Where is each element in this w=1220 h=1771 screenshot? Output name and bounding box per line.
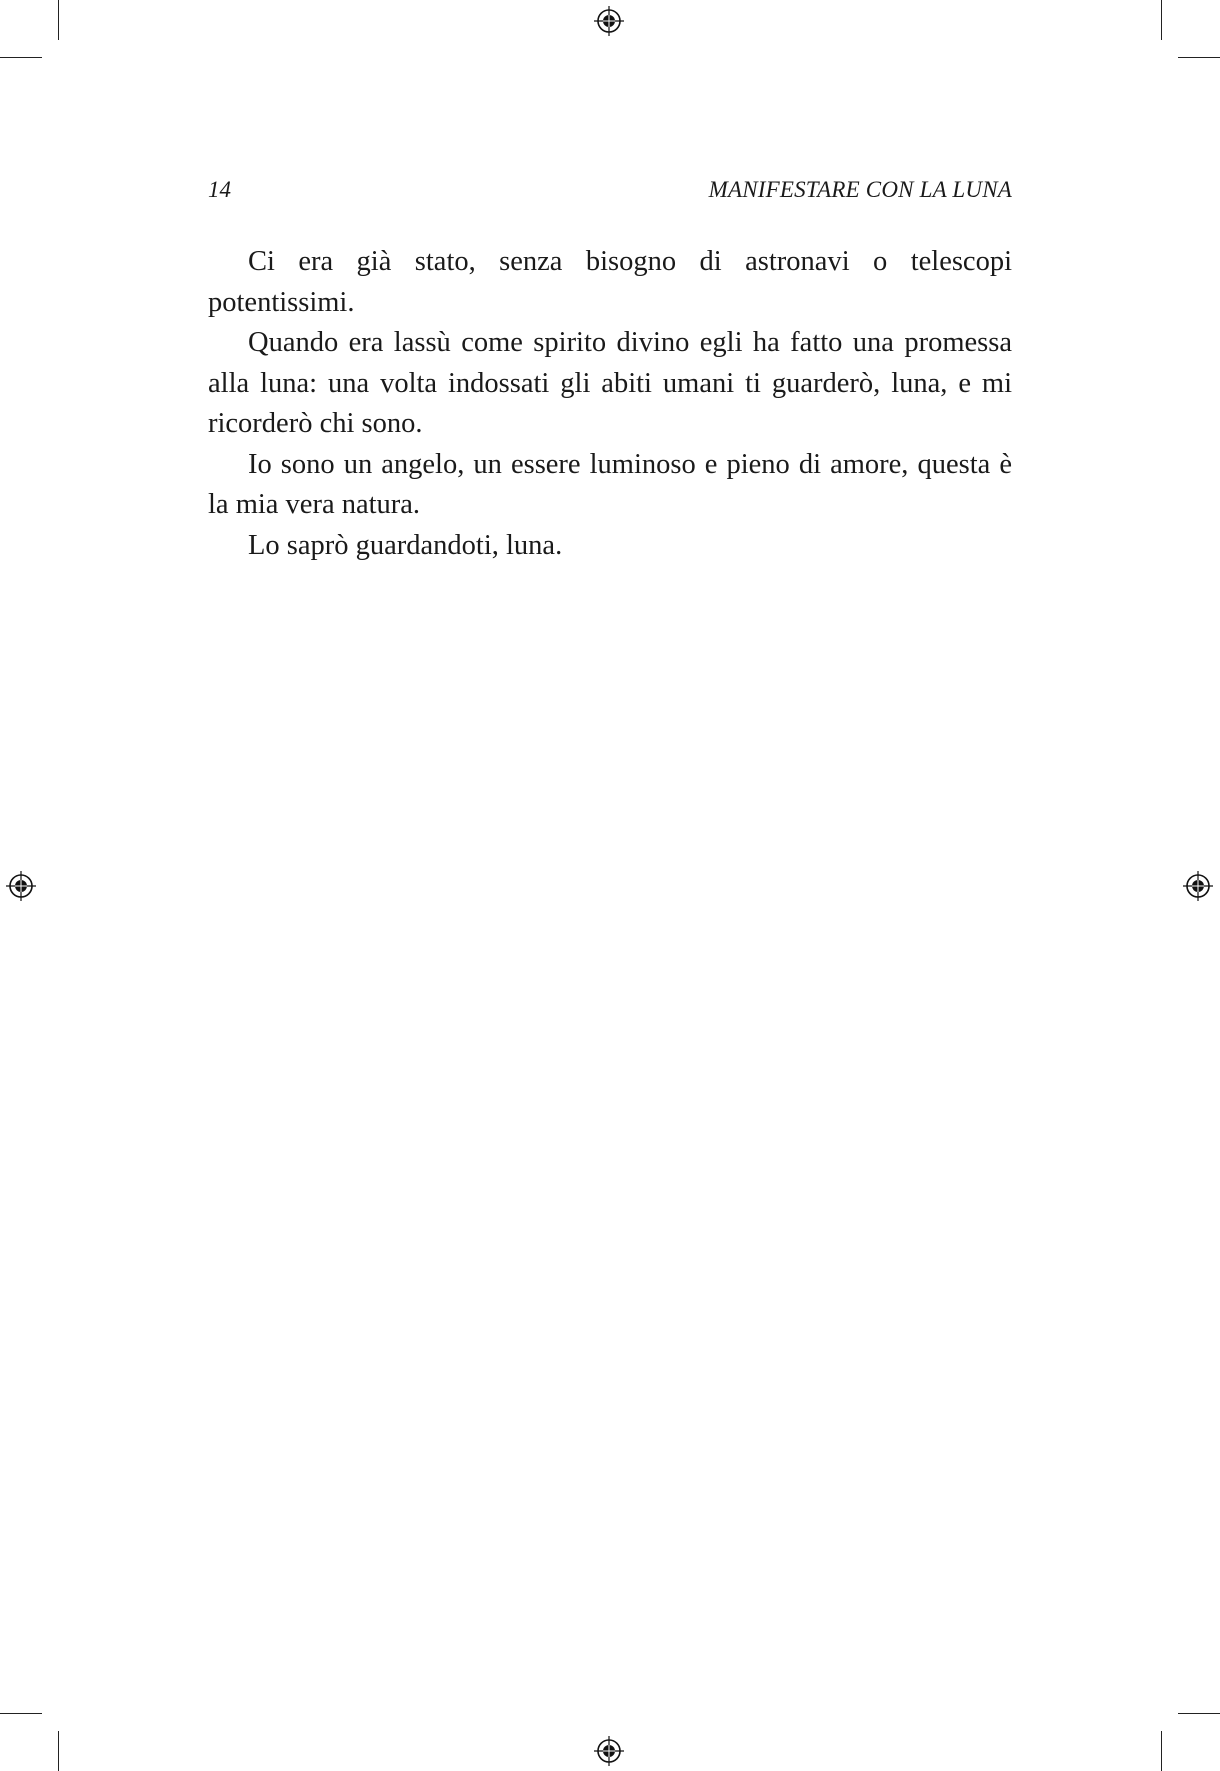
crop-mark-top-left-vertical [58,0,59,40]
book-title: MANIFESTARE CON LA LUNA [708,177,1012,202]
crop-mark-top-left-horizontal [0,57,42,58]
registration-crosshair-icon [594,6,624,36]
paragraph: Ci era già stato, senza bisogno di astronavi o telescopi potentissimi. [208,246,1012,318]
crop-mark-bottom-left-vertical [58,1731,59,1771]
crop-mark-bottom-right-horizontal [1178,1713,1220,1714]
registration-crosshair-icon [594,1736,624,1766]
paragraph: Quando era lassù come spirito divino egli ha fatto una promessa alla luna: una volta indossati gli abiti umani ti guarderò, luna, e mi ricorderò chi sono. [208,327,1012,439]
crop-mark-top-right-vertical [1161,0,1162,40]
paragraph: Io sono un angelo, un essere luminoso e pieno di amore, questa è la mia vera natura. [208,448,1012,520]
body-text [208,242,1012,566]
crop-mark-bottom-left-horizontal [0,1713,42,1714]
registration-crosshair-icon [1183,871,1213,901]
registration-crosshair-icon [6,871,36,901]
page-number: 14 [208,177,231,202]
crop-mark-bottom-right-vertical [1161,1731,1162,1771]
paragraph: Lo saprò guardandoti, luna. [248,529,563,561]
running-header [208,174,1012,206]
crop-mark-top-right-horizontal [1178,57,1220,58]
